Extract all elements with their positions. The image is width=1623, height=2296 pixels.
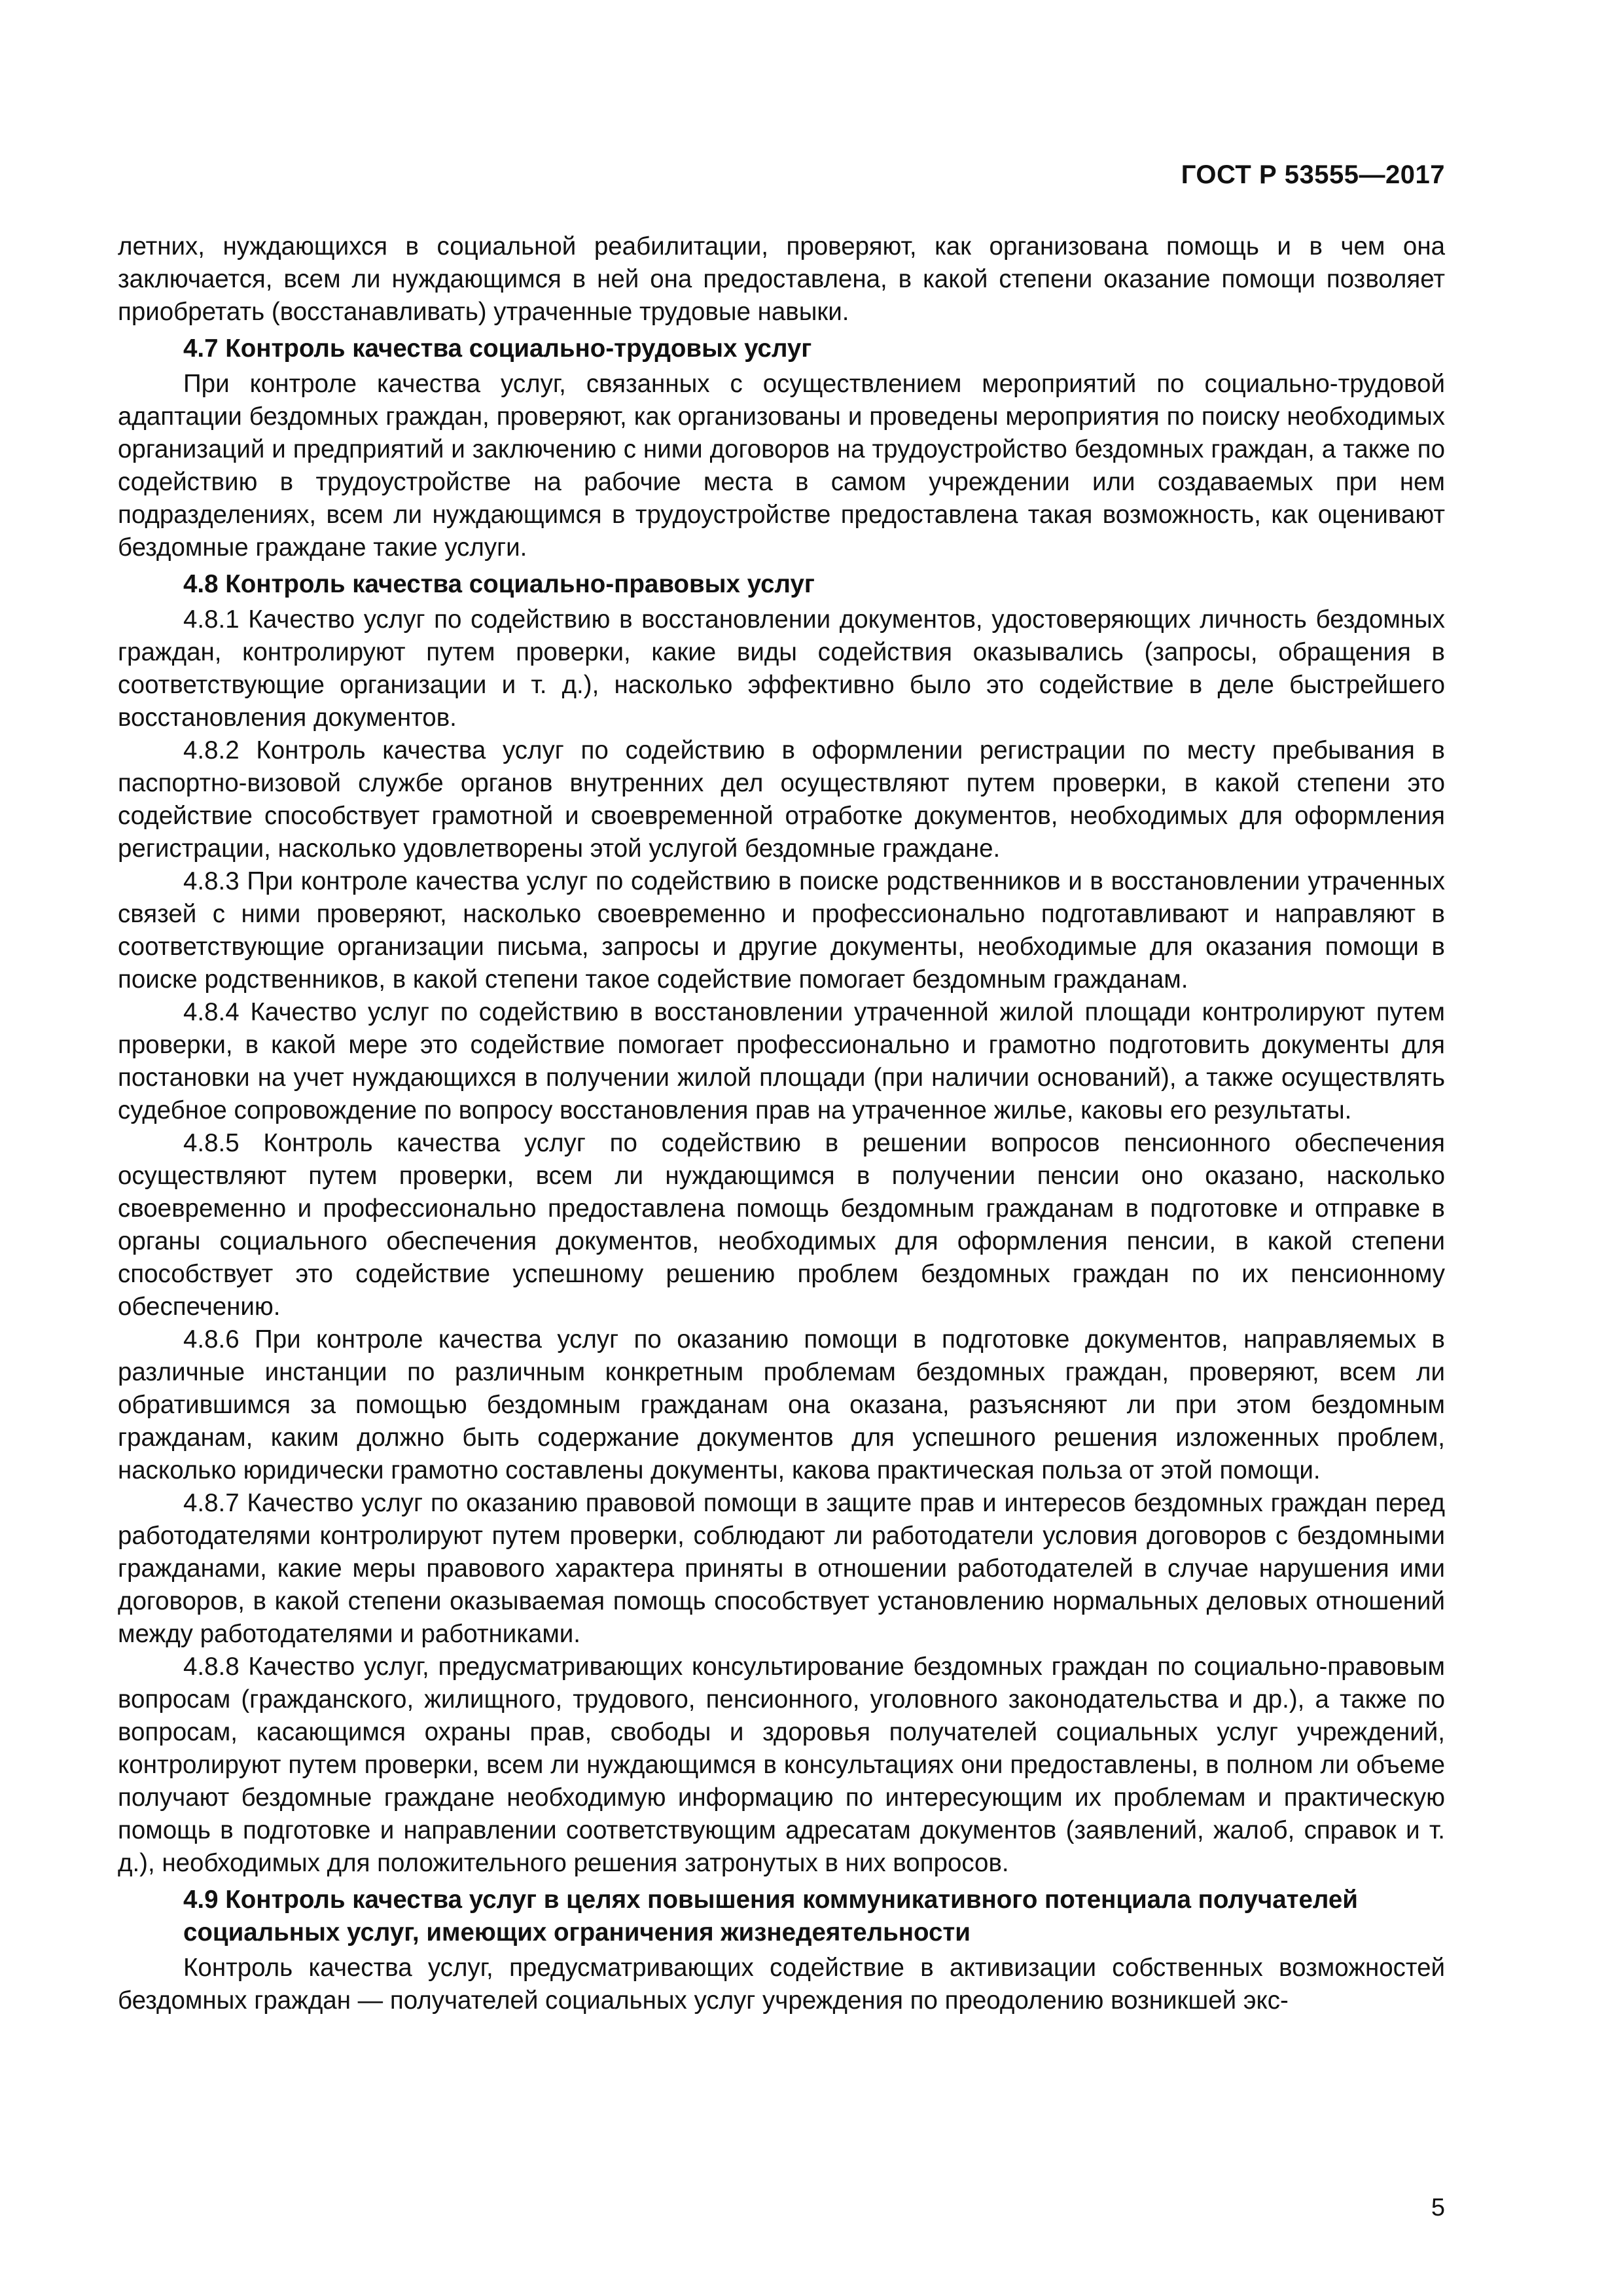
heading-4-8: 4.8 Контроль качества социально-правовых услуг — [183, 570, 815, 598]
paragraph-4-9: Контроль качества услуг, предусматривающих содействие в активизации собственных возможностей бездомных граждан — получателей социальных услуг учреждения по преодолению возникшей экс- — [118, 1954, 1445, 2015]
paragraph-4-8-5: 4.8.5 Контроль качества услуг по содействию в решении вопросов пенсионного обеспечения осуществляют путем проверки, всем ли нуждающимся в получении пенсии оно оказано, насколько своевременно и профессионально предоставлена помощь бездомным гражданам в подготовке и отправке в органы социального обеспечения документов, необходимых для оформления пенсии, в какой степени способствует это содействие успешному решению проблем бездомных граждан по их пенсионному обеспечению. — [118, 1129, 1445, 1321]
page-number: 5 — [1431, 2194, 1445, 2221]
heading-4-7: 4.7 Контроль качества социально-трудовых услуг — [183, 334, 812, 363]
paragraph-4-8-6: 4.8.6 При контроле качества услуг по оказанию помощи в подготовке документов, направляемых в различные инстанции по различным конкретным проблемам бездомных граждан, проверяют, всем ли обратившимся за помощью бездомным гражданам она оказана, разъясняют ли при этом бездомным гражданам, каким должно быть содержание документов для успешного решения изложенных проблем, насколько юридически грамотно составлены документы, какова практическая польза от этой помощи. — [118, 1325, 1445, 1484]
standard-designation: ГОСТ Р 53555—2017 — [1181, 160, 1445, 189]
paragraph-4-8-2: 4.8.2 Контроль качества услуг по содействию в оформлении регистрации по месту пребывания в паспортно-визовой службе органов внутренних дел осуществляют путем проверки, в какой степени это содействие способствует грамотной и своевременной отработке документов, необходимых для оформления регистрации, насколько удовлетворены этой услугой бездомные граждане. — [118, 736, 1445, 863]
paragraph-intro: летних, нуждающихся в социальной реабилитации, проверяют, как организована помощь и в чем она заключается, всем ли нуждающимся в ней она предоставлена, в какой степени оказание помощи позволяет приобретать (восстанавливать) утраченные трудовые навыки. — [118, 232, 1445, 326]
paragraph-4-8-8: 4.8.8 Качество услуг, предусматривающих консультирование бездомных граждан по социально-правовым вопросам (гражданского, жилищного, трудового, пенсионного, уголовного законодательства и др.), а также по вопросам, касающимся охраны прав, свободы и здоровья получателей социальных услуг учреждений, контролируют путем проверки, всем ли нуждающимся в консультациях они предоставлены, в полном ли объеме получают бездомные граждане необходимую информацию по интересующим их проблемам и практическую помощь в подготовке и направлении соответствующим адресатам документов (заявлений, жалоб, справок и т. д.), необходимых для положительного решения затронутых в них вопросов. — [118, 1653, 1445, 1877]
heading-4-9: 4.9 Контроль качества услуг в целях повышения коммуникативного потенциала получателей социальных услуг, имеющих ограничения жизнедеятельности — [183, 1886, 1358, 1946]
paragraph-4-8-7: 4.8.7 Качество услуг по оказанию правовой помощи в защите прав и интересов бездомных граждан перед работодателями контролируют путем проверки, соблюдают ли работодатели условия договоров с бездомными гражданами, какие меры правового характера приняты в отношении работодателей в случае нарушения ими договоров, в какой степени оказываемая помощь способствует установлению нормальных деловых отношений между работодателями и работниками. — [118, 1489, 1445, 1648]
document-body — [118, 230, 1445, 2017]
paragraph-4-8-3: 4.8.3 При контроле качества услуг по содействию в поиске родственников и в восстановлении утраченных связей с ними проверяют, насколько своевременно и профессионально подготавливают и направляют в соответствующие организации письма, запросы и другие документы, необходимые для оказания помощи в поиске родственников, в какой степени такое содействие помогает бездомным гражданам. — [118, 867, 1445, 994]
paragraph-4-8-4: 4.8.4 Качество услуг по содействию в восстановлении утраченной жилой площади контролируют путем проверки, в какой мере это содействие помогает профессионально и грамотно подготовить документы для постановки на учет нуждающихся в получении жилой площади (при наличии оснований), а также осуществлять судебное сопровождение по вопросу восстановления прав на утраченное жилье, каковы его результаты. — [118, 998, 1445, 1124]
paragraph-4-8-1: 4.8.1 Качество услуг по содействию в восстановлении документов, удостоверяющих личность бездомных граждан, контролируют путем проверки, какие виды содействия оказывались (запросы, обращения в соответствующие организации и т. д.), насколько эффективно было это содействие в деле быстрейшего восстановления документов. — [118, 605, 1445, 732]
paragraph-4-7: При контроле качества услуг, связанных с осуществлением мероприятий по социально-трудовой адаптации бездомных граждан, проверяют, как организованы и проведены мероприятия по поиску необходимых организаций и предприятий и заключению с ними договоров на трудоустройство бездомных граждан, а также по содействию в трудоустройстве на рабочие места в самом учреждении или создаваемых при нем подразделениях, всем ли нуждающимся в трудоустройстве предоставлена такая возможность, как оценивают бездомные граждане такие услуги. — [118, 370, 1445, 562]
